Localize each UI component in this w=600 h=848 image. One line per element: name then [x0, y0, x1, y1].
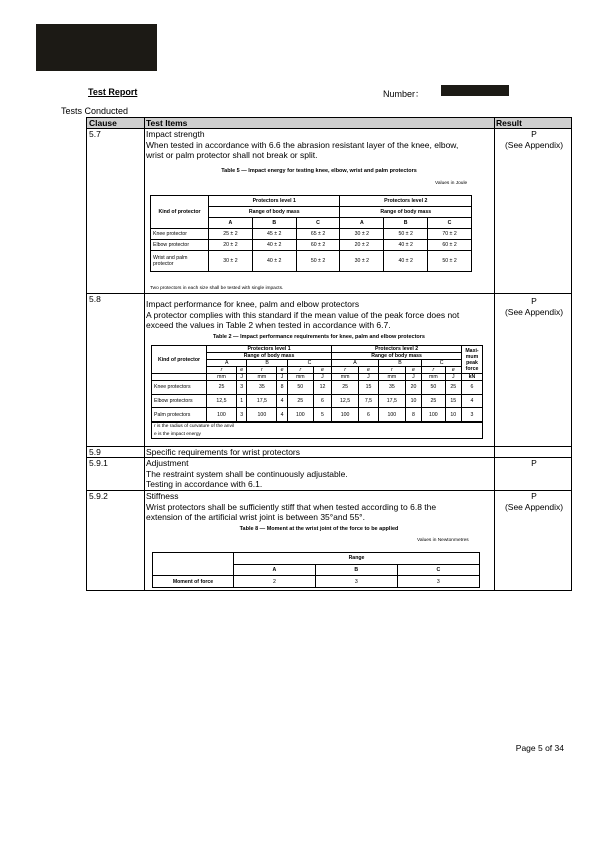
item-5-7: Impact strength When tested in accordance with 6.6 the abrasion resistant layer of the knee, elbow, wrist or palm protector shall not break or split.: [146, 129, 459, 160]
table2-caption: Table 2 — Impact performance requirements for knee, palm and elbow protectors: [212, 334, 425, 340]
item-5-9-1: Adjustment The restraint system shall be continuously adjustable. Testing in accordance with 6.1.: [146, 458, 348, 489]
table2: Kind of protector Protectors level 1 Protectors level 2 Maxi-mum peak force Range of body mass Range of body mass A B C A B C r e r e r e r e r e r e mm J mm J mm J mm J mm J mm J kN Knee protectors 25 3 35 8 50 12 25 15 35 20 50 25 6 Elbow protectors 12,5 1 17,5 4 25 6 12,5 7,5 17,5 10 25 15 4 Palm protectors 100 3 100 4 100 5 100 6 100 8 100 10 3: [151, 345, 483, 422]
clause-5-9-1: 5.9.1: [89, 458, 108, 468]
table5-kind: Kind of protector: [151, 196, 209, 229]
table-row: Knee protector 25 ± 2 45 ± 2 65 ± 2 30 ± 2 50 ± 2 70 ± 2: [151, 229, 472, 240]
result-5-9-2: P (See Appendix): [504, 491, 564, 512]
result-5-7: P (See Appendix): [504, 129, 564, 150]
table-row: Wrist and palm protector 30 ± 2 40 ± 2 50 ± 2 30 ± 2 40 ± 2 50 ± 2: [151, 251, 472, 272]
table5-units: Values in Joule: [435, 181, 468, 186]
col-result: Result: [496, 118, 522, 128]
item-5-8: Impact performance for knee, palm and elbow protectors A protector complies with this standard if the mean value of the peak force does not exceed the values in Table 2 when tested in accordance with 6.7.: [146, 299, 460, 330]
table-row: Knee protectors 25 3 35 8 50 12 25 15 35 20 50 25 6: [152, 381, 483, 395]
table2-kind: Kind of protector: [152, 346, 207, 374]
clause-5-8: 5.8: [89, 294, 101, 304]
redacted-number: [441, 85, 509, 96]
report-number-label: Number：: [383, 89, 425, 99]
clause-5-9: 5.9: [89, 447, 101, 457]
table8-caption: Table 8 — Moment at the wrist joint of the force to be applied: [239, 526, 399, 532]
table-row: Elbow protectors 12,5 1 17,5 4 25 6 12,5 7,5 17,5 10 25 15 4: [152, 394, 483, 408]
table5-caption: Table 5 — Impact energy for testing knee, elbow, wrist and palm protectors: [221, 168, 417, 174]
page-number: Page 5 of 34: [515, 743, 564, 753]
tests-table: [86, 117, 572, 591]
table5-note: Two protectors in each size shall be tested with single impacts.: [150, 286, 284, 291]
clause-5-9-2: 5.9.2: [89, 491, 108, 501]
table8-units: Values in Newtonmetres: [417, 538, 469, 543]
table2-max: Maxi-mum peak force: [462, 346, 483, 374]
table8: Range A B C Moment of force 2 3 3: [152, 552, 480, 588]
result-5-8: P (See Appendix): [504, 296, 564, 317]
clause-5-7: 5.7: [89, 129, 101, 139]
table-row: Moment of force 2 3 3: [153, 576, 480, 588]
item-5-9-2: Stiffness Wrist protectors shall be sufficiently stiff that when tested according to 6.8 the extension of the artificial wrist joint is between 35°and 55°.: [146, 491, 437, 522]
company-logo: [36, 24, 157, 71]
result-5-9-1: P: [531, 458, 537, 468]
table2-notes: r is the radius of curvature of the anvil e is the impact energy: [151, 422, 483, 439]
table-row: Palm protectors 100 3 100 4 100 5 100 6 100 8 100 10 3: [152, 408, 483, 422]
table-row: Elbow protector 20 ± 2 40 ± 2 60 ± 2 20 ± 2 40 ± 2 60 ± 2: [151, 240, 472, 251]
report-title: Test Report: [88, 87, 138, 97]
col-test-items: Test Items: [146, 118, 188, 128]
col-clause: Clause: [89, 118, 117, 128]
table5: Kind of protector Protectors level 1 Protectors level 2 Range of body mass Range of body mass A B C A B C Knee protector 25 ± 2 45 ± 2 65 ± 2 30 ± 2 50 ± 2 70 ± 2 Elbow protector 20 ± 2 40 ± 2 60 ± 2 20 ± 2 40 ± 2 60 ± 2 Wrist and palm protector 30 ± 2 40 ± 2 50 ± 2 30 ± 2 40 ± 2 50 ± 2: [150, 195, 472, 272]
item-5-9: Specific requirements for wrist protectors: [146, 447, 300, 457]
section-title: Tests Conducted: [61, 106, 129, 116]
